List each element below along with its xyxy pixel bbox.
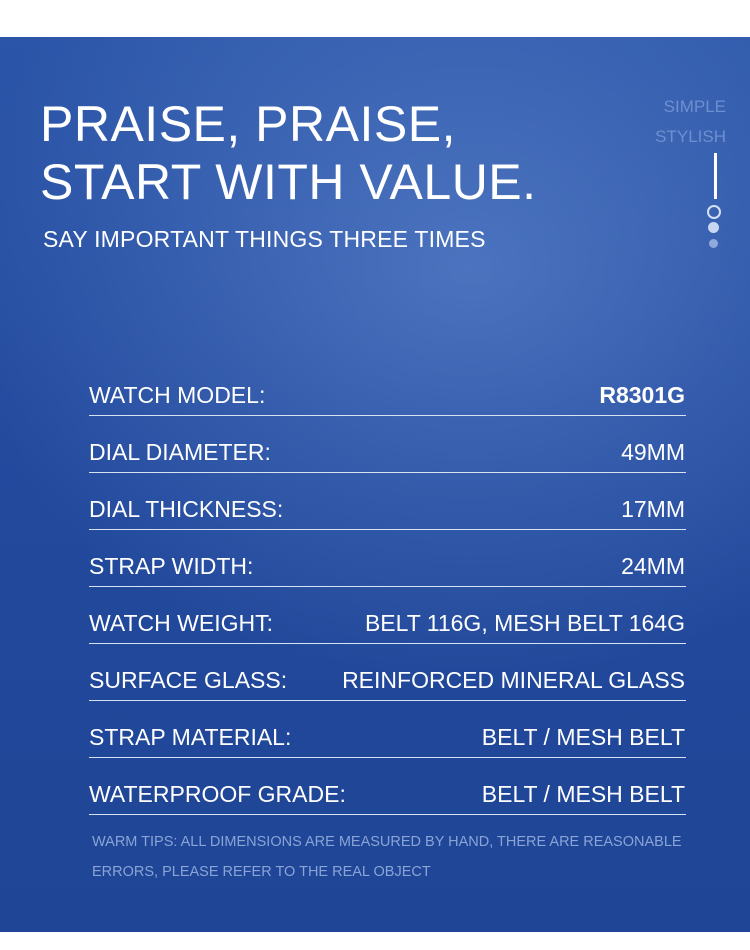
warm-tips-line-2: ERRORS, PLEASE REFER TO THE REAL OBJECT (92, 864, 431, 880)
spec-value: 24MM (621, 553, 685, 579)
warm-tips (92, 827, 682, 887)
spec-row-strap-material (89, 701, 686, 758)
spec-value: BELT / MESH BELT (481, 724, 685, 750)
spec-row-strap-width (89, 530, 686, 587)
headline-line-2: START WITH VALUE. (40, 154, 537, 210)
spec-value: 17MM (621, 496, 685, 522)
top-white-strip (0, 0, 750, 37)
filled-dot-icon (708, 222, 719, 233)
spec-panel (0, 37, 750, 932)
spec-label: WATCH WEIGHT: (89, 610, 273, 636)
spec-row-surface-glass (89, 644, 686, 701)
spec-label: DIAL DIAMETER: (89, 439, 271, 465)
side-vertical-line (714, 153, 717, 199)
spec-row-dial-diameter (89, 416, 686, 473)
spec-value: REINFORCED MINERAL GLASS (342, 667, 685, 693)
side-tag-line-2: STYLISH (655, 127, 726, 146)
subheadline: SAY IMPORTANT THINGS THREE TIMES (43, 226, 486, 252)
small-dot-icon (709, 239, 718, 248)
spec-label: DIAL THICKNESS: (89, 496, 284, 522)
spec-row-waterproof-grade (89, 758, 686, 815)
warm-tips-line-1: WARM TIPS: ALL DIMENSIONS ARE MEASURED BY HAND, THERE ARE REASONABLE (92, 834, 682, 850)
spec-list (89, 359, 686, 815)
spec-row-watch-weight (89, 587, 686, 644)
headline-line-1: PRAISE, PRAISE, (40, 96, 456, 152)
side-tag (655, 92, 726, 152)
headline (40, 95, 537, 211)
spec-value: R8301G (599, 382, 685, 408)
outline-dot-icon (707, 205, 721, 219)
spec-row-dial-thickness (89, 473, 686, 530)
bottom-white-strip (0, 932, 750, 950)
spec-value: 49MM (621, 439, 685, 465)
spec-row-watch-model (89, 359, 686, 416)
side-tag-line-1: SIMPLE (663, 97, 726, 116)
spec-value: BELT 116G, MESH BELT 164G (364, 610, 685, 636)
spec-label: STRAP WIDTH: (89, 553, 254, 579)
spec-label: SURFACE GLASS: (89, 667, 288, 693)
spec-label: WATERPROOF GRADE: (89, 781, 346, 807)
spec-label: STRAP MATERIAL: (89, 724, 292, 750)
spec-value: BELT / MESH BELT (481, 781, 685, 807)
spec-label: WATCH MODEL: (89, 382, 266, 408)
